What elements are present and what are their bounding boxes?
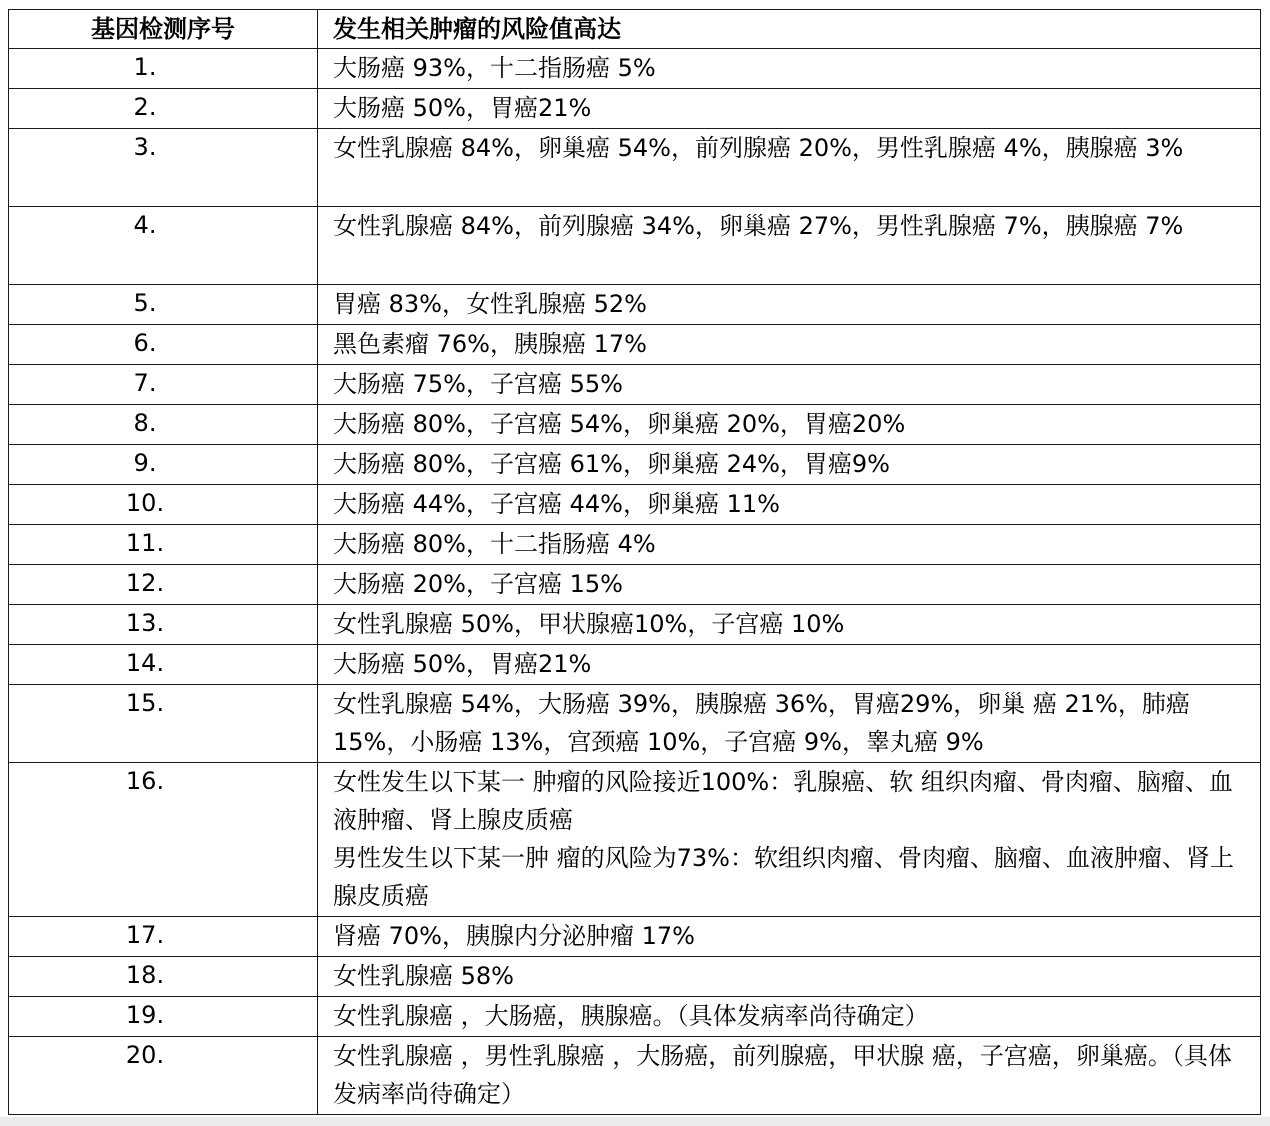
row-risk-cell: 大肠癌 50%，胃癌21%	[318, 645, 1261, 685]
table-row	[9, 207, 1261, 285]
table-row	[9, 917, 1261, 957]
row-risk-cell: 女性乳腺癌 50%，甲状腺癌10%，子宫癌 10%	[318, 605, 1261, 645]
table-row	[9, 49, 1261, 89]
row-id-cell: 13.	[9, 605, 318, 645]
row-id-cell: 3.	[9, 129, 318, 207]
header-gene-test-number: 基因检测序号	[9, 10, 318, 49]
gene-risk-table	[8, 9, 1261, 1115]
table-header-row	[9, 10, 1261, 49]
table-row	[9, 645, 1261, 685]
row-risk-cell: 女性乳腺癌 ，大肠癌，胰腺癌。（具体发病率尚待确定）	[318, 997, 1261, 1037]
row-id-cell: 17.	[9, 917, 318, 957]
row-id-cell: 11.	[9, 525, 318, 565]
table-row	[9, 365, 1261, 405]
table-row	[9, 89, 1261, 129]
table-row	[9, 957, 1261, 997]
row-risk-cell: 大肠癌 44%，子宫癌 44%，卵巢癌 11%	[318, 485, 1261, 525]
row-risk-cell: 大肠癌 80%，子宫癌 54%，卵巢癌 20%，胃癌20%	[318, 405, 1261, 445]
row-risk-cell: 肾癌 70%，胰腺内分泌肿瘤 17%	[318, 917, 1261, 957]
row-risk-cell: 胃癌 83%，女性乳腺癌 52%	[318, 285, 1261, 325]
row-risk-cell: 女性乳腺癌 ，男性乳腺癌 ，大肠癌，前列腺癌，甲状腺 癌，子宫癌，卵巢癌。（具体发病率尚待确定）	[318, 1037, 1261, 1115]
row-id-cell: 12.	[9, 565, 318, 605]
row-id-cell: 18.	[9, 957, 318, 997]
row-id-cell: 10.	[9, 485, 318, 525]
table-row	[9, 685, 1261, 763]
row-risk-cell: 女性乳腺癌 84%，前列腺癌 34%，卵巢癌 27%，男性乳腺癌 7%，胰腺癌 7%	[318, 207, 1261, 285]
table-row	[9, 1037, 1261, 1115]
risk-paragraph-female: 女性发生以下某一 肿瘤的风险接近100%：乳腺癌、软 组织肉瘤、骨肉瘤、脑瘤、血液肿瘤、肾上腺皮质癌	[333, 768, 1233, 834]
row-risk-cell: 大肠癌 93%，十二指肠癌 5%	[318, 49, 1261, 89]
table-row	[9, 565, 1261, 605]
table-row	[9, 405, 1261, 445]
row-id-cell: 2.	[9, 89, 318, 129]
row-risk-cell: 大肠癌 50%，胃癌21%	[318, 89, 1261, 129]
risk-paragraph-male: 男性发生以下某一肿 瘤的风险为73%：软组织肉瘤、骨肉瘤、脑瘤、血液肿瘤、肾上腺皮质癌	[333, 844, 1234, 910]
row-risk-cell: 黑色素瘤 76%，胰腺癌 17%	[318, 325, 1261, 365]
row-risk-cell: 大肠癌 80%，子宫癌 61%，卵巢癌 24%，胃癌9%	[318, 445, 1261, 485]
table-row	[9, 525, 1261, 565]
row-risk-cell: 女性乳腺癌 58%	[318, 957, 1261, 997]
table-row	[9, 325, 1261, 365]
table-row	[9, 445, 1261, 485]
row-id-cell: 15.	[9, 685, 318, 763]
row-risk-cell: 女性乳腺癌 54%，大肠癌 39%，胰腺癌 36%，胃癌29%，卵巢 癌 21%，肺癌 15%，小肠癌 13%，宫颈癌 10%，子宫癌 9%，睾丸癌 9%	[318, 685, 1261, 763]
page-bottom-edge	[0, 1117, 1270, 1126]
row-id-cell: 1.	[9, 49, 318, 89]
table-row	[9, 485, 1261, 525]
row-id-cell: 8.	[9, 405, 318, 445]
row-id-cell: 20.	[9, 1037, 318, 1115]
header-cancer-risk: 发生相关肿瘤的风险值高达	[318, 10, 1261, 49]
row-id-cell: 5.	[9, 285, 318, 325]
table-row	[9, 997, 1261, 1037]
table-row	[9, 763, 1261, 917]
row-id-cell: 19.	[9, 997, 318, 1037]
table-row	[9, 129, 1261, 207]
row-id-cell: 7.	[9, 365, 318, 405]
row-id-cell: 16.	[9, 763, 318, 917]
row-id-cell: 6.	[9, 325, 318, 365]
row-risk-cell: 女性乳腺癌 84%，卵巢癌 54%，前列腺癌 20%，男性乳腺癌 4%，胰腺癌 3%	[318, 129, 1261, 207]
row-id-cell: 9.	[9, 445, 318, 485]
row-risk-cell: 大肠癌 20%，子宫癌 15%	[318, 565, 1261, 605]
row-risk-cell	[318, 763, 1261, 917]
row-risk-cell: 大肠癌 80%，十二指肠癌 4%	[318, 525, 1261, 565]
table-row	[9, 605, 1261, 645]
row-id-cell: 4.	[9, 207, 318, 285]
row-risk-cell: 大肠癌 75%，子宫癌 55%	[318, 365, 1261, 405]
table-row	[9, 285, 1261, 325]
row-id-cell: 14.	[9, 645, 318, 685]
